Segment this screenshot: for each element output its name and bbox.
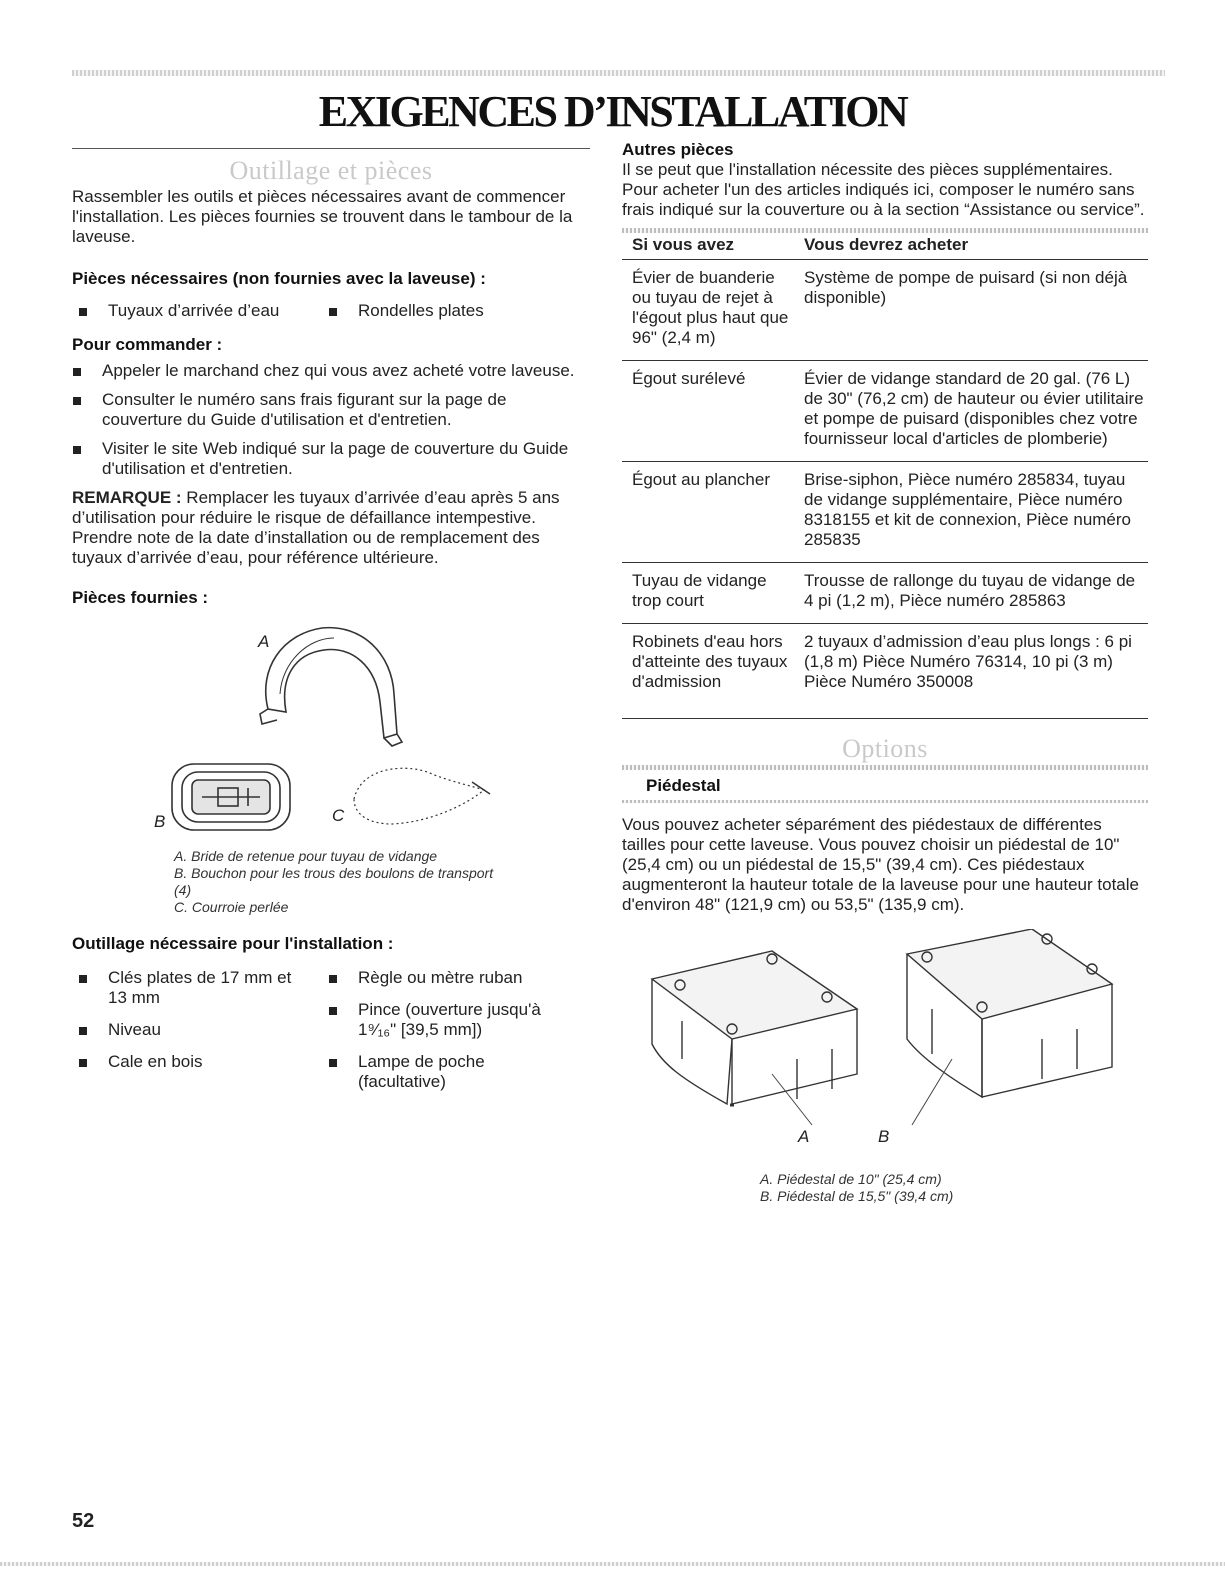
section-title-options: Options: [842, 734, 928, 763]
list-item: Lampe de poche (facultative): [328, 1052, 558, 1092]
table-cell: Évier de buanderie ou tuyau de rejet à l'égout plus haut que 96" (2,4 m): [622, 260, 794, 361]
dotted-divider: [622, 800, 1148, 803]
table-cell: Trousse de rallonge du tuyau de vidange de 4 pi (1,2 m), Pièce numéro 285863: [794, 563, 1148, 624]
supplied-parts-heading: Pièces fournies :: [72, 588, 209, 607]
parts-drawing: [72, 614, 590, 844]
label-a: A: [258, 632, 270, 651]
note-paragraph: [72, 488, 590, 568]
bottom-divider: [0, 1562, 1225, 1566]
table-row: [622, 260, 1148, 361]
list-item: Consulter le numéro sans frais figurant sur la page de couverture du Guide d'utilisation et d'entretien.: [72, 390, 590, 430]
list-item: Clés plates de 17 mm et 13 mm: [78, 968, 328, 1008]
parts-table: [622, 233, 1148, 719]
caption-c: C. Courroie perlée: [174, 899, 289, 915]
pedestal-heading: Piédestal: [646, 776, 721, 795]
list-item: Niveau: [78, 1020, 328, 1040]
table-cell: 2 tuyaux d’admission d’eau plus longs : 6 pi (1,8 m) Pièce Numéro 76314, 10 pi (3 m) Pièce Numéro 350008: [794, 624, 1148, 719]
order-heading: Pour commander :: [72, 335, 223, 354]
caption-a: A. Bride de retenue pour tuyau de vidange: [174, 848, 438, 864]
table-cell: Évier de vidange standard de 20 gal. (76 L) de 30" (76,2 cm) de hauteur ou évier utilitaire et pompe de puisard (disponibles chez votre fournisseur local d'articles de plomberie): [794, 361, 1148, 462]
caption-b: B. Piédestal de 15,5" (39,4 cm): [760, 1188, 954, 1204]
pedestals-drawing: [622, 929, 1148, 1159]
beaded-strap-drawing: [354, 768, 484, 824]
required-parts-list: [72, 301, 590, 321]
list-item: Règle ou mètre ruban: [328, 968, 558, 988]
intro-text: Rassembler les outils et pièces nécessaires avant de commencer l'installation. Les pièces fournies se trouvent dans le tambour de la laveuse.: [72, 187, 573, 246]
page-title: EXIGENCES D’INSTALLATION: [318, 87, 907, 136]
table-row: [622, 462, 1148, 563]
tools-list: [72, 968, 590, 1092]
note-label: REMARQUE :: [72, 488, 182, 507]
table-cell: Égout au plancher: [622, 462, 794, 563]
pedestal-b-drawing: [907, 929, 1112, 1097]
top-divider: [72, 70, 1165, 76]
section-title-tools-parts: Outillage et pièces: [229, 156, 433, 185]
table-row: [622, 361, 1148, 462]
caption-a: A. Piédestal de 10" (25,4 cm): [760, 1171, 942, 1187]
list-item: Visiter le site Web indiqué sur la page de couverture du Guide d'utilisation et d'entretien.: [72, 439, 590, 479]
pedestal-text: Vous pouvez acheter séparément des piédestaux de différentes tailles pour cette laveuse. Vous pouvez choisir un piédestal de 10" (25,4 cm) ou un piédestal de 15,5" (39,4 cm). Ces piédestaux augmenteront la hauteur totale de la laveuse pour une hauteur totale d'environ 48" (121,9 cm) ou 53,5" (135,9 cm).: [622, 815, 1139, 914]
list-item: Appeler le marchand chez qui vous avez acheté votre laveuse.: [72, 361, 590, 381]
list-item: Pince (ouverture jusqu'à 1⁹⁄₁₆" [39,5 mm]): [328, 1000, 558, 1040]
pedestal-captions: [760, 1171, 1148, 1205]
table-cell: Tuyau de vidange trop court: [622, 563, 794, 624]
other-parts-heading: Autres pièces: [622, 140, 734, 159]
list-item: Cale en bois: [78, 1052, 328, 1072]
hose-clamp-drawing: [260, 628, 402, 746]
label-a: A: [798, 1127, 810, 1146]
right-column: [622, 140, 1148, 1205]
page-number: 52: [72, 1510, 95, 1532]
bolt-plug-drawing: [172, 764, 290, 830]
caption-b: B. Bouchon pour les trous des boulons de transport (4): [174, 865, 494, 898]
list-item: Rondelles plates: [328, 301, 484, 321]
table-row: [622, 563, 1148, 624]
required-parts-heading: Pièces nécessaires (non fournies avec la laveuse) :: [72, 269, 486, 288]
table-cell: Brise-siphon, Pièce numéro 285834, tuyau de vidange supplémentaire, Pièce numéro 8318155 et kit de connexion, Pièce numéro 285835: [794, 462, 1148, 563]
supplied-parts-illustration: [72, 614, 590, 844]
table-cell: Égout surélevé: [622, 361, 794, 462]
parts-captions: [174, 848, 494, 916]
list-item: Tuyaux d’arrivée d’eau: [78, 301, 328, 321]
left-column: [72, 148, 590, 1092]
table-cell: Robinets d'eau hors d'atteinte des tuyaux d'admission: [622, 624, 794, 719]
table-row: [622, 624, 1148, 719]
other-parts-intro: Il se peut que l'installation nécessite des pièces supplémentaires. Pour acheter l'un des articles indiqués ici, composer le numéro sans frais indiqué sur la couverture ou à la section “Assistance ou service”.: [622, 160, 1145, 219]
pedestal-illustration: [622, 929, 1148, 1159]
label-c: C: [332, 806, 345, 825]
section-rule: [72, 148, 590, 149]
table-header: Si vous avez: [622, 233, 794, 260]
table-cell: Système de pompe de puisard (si non déjà disponible): [794, 260, 1148, 361]
table-header: Vous devrez acheter: [794, 233, 1148, 260]
order-list: [72, 361, 590, 479]
pedestal-a-drawing: [652, 951, 857, 1105]
tools-heading: Outillage nécessaire pour l'installation :: [72, 934, 394, 953]
label-b: B: [878, 1127, 890, 1146]
table-header-row: [622, 233, 1148, 260]
note-text: Remplacer les tuyaux d’arrivée d’eau après 5 ans d’utilisation pour réduire le risque de défaillance intempestive. Prendre note de la date d’installation ou de remplacement des tuyaux d’arrivée d’eau, pour référence ultérieure.: [72, 488, 560, 567]
label-b: B: [154, 812, 166, 831]
